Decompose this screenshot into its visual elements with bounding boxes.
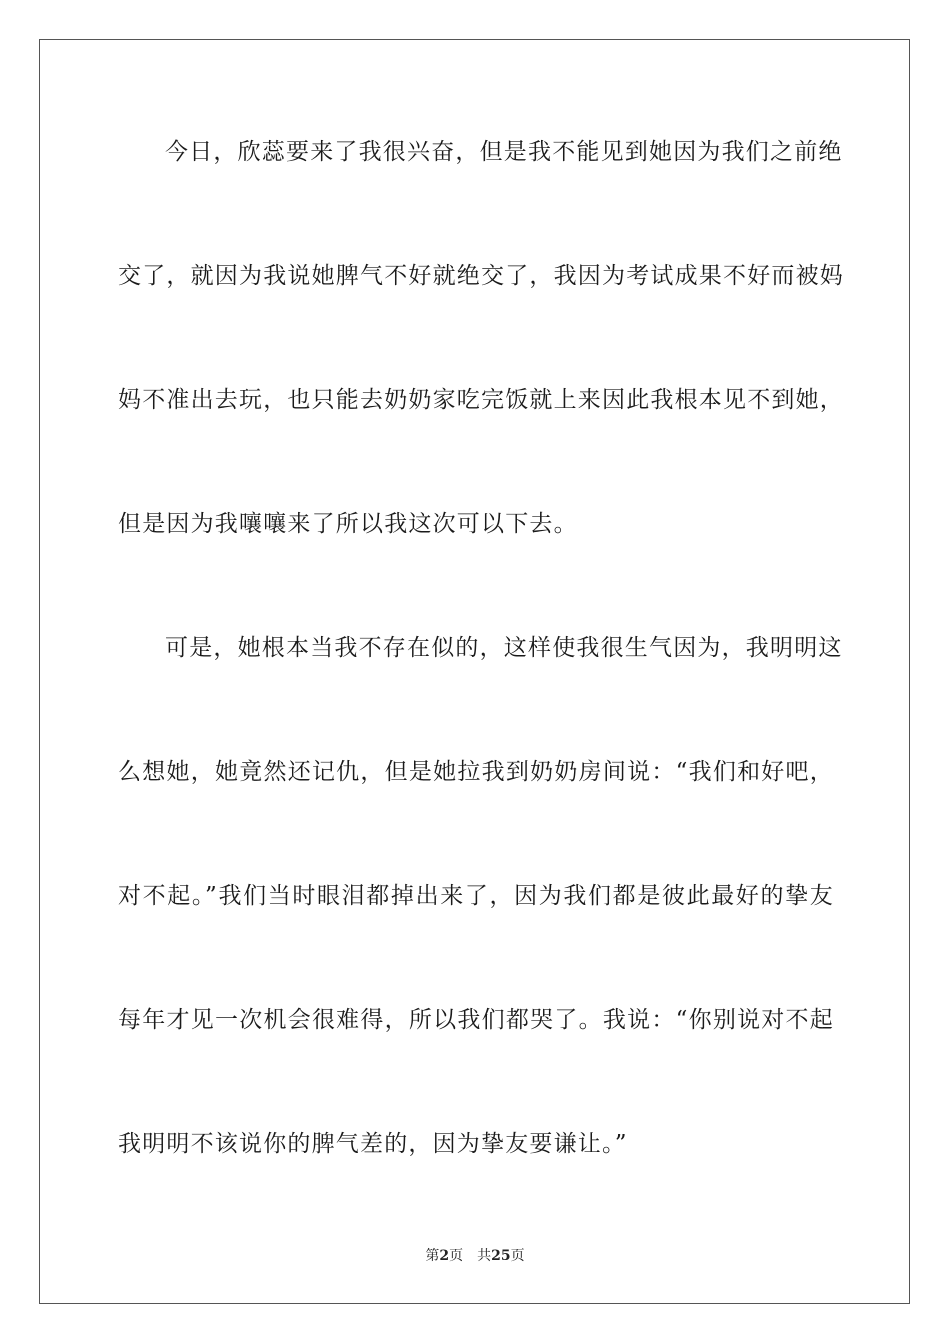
paragraph-2-line-2: 么想她，她竟然还记仇，但是她拉我到奶奶房间说：“我们和好吧， xyxy=(118,759,834,785)
paragraph-1-line-1: 今日，欣蕊要来了我很兴奋，但是我不能见到她因为我们之前绝 xyxy=(165,139,843,165)
paragraph-1-line-2: 交了，就因为我说她脾气不好就绝交了，我因为考试成果不好而被妈 xyxy=(118,263,844,289)
paragraph-2-line-1: 可是，她根本当我不存在似的，这样使我很生气因为，我明明这 xyxy=(165,635,843,661)
page-number-label xyxy=(425,1248,463,1264)
page-prefix: 第 xyxy=(425,1248,440,1264)
total-pages: 25 xyxy=(491,1248,511,1264)
paragraph-2-line-3: 对不起。”我们当时眼泪都掉出来了，因为我们都是彼此最好的挚友 xyxy=(118,883,834,909)
total-prefix: 共 xyxy=(477,1248,492,1264)
paragraph-2-line-5: 我明明不该说你的脾气差的，因为挚友要谦让。” xyxy=(118,1131,628,1157)
page-border xyxy=(39,39,910,1304)
paragraph-2-line-4: 每年才见一次机会很难得，所以我们都哭了。我说：“你别说对不起 xyxy=(118,1007,834,1033)
paragraph-1-line-3: 妈不准出去玩，也只能去奶奶家吃完饭就上来因此我根本见不到她， xyxy=(118,387,844,413)
total-pages-label xyxy=(477,1248,524,1264)
page-footer xyxy=(0,1247,950,1265)
page-suffix: 页 xyxy=(449,1248,464,1264)
paragraph-1-line-4: 但是因为我嚷嚷来了所以我这次可以下去。 xyxy=(118,511,578,537)
total-suffix: 页 xyxy=(510,1248,525,1264)
page-number: 2 xyxy=(439,1248,450,1264)
